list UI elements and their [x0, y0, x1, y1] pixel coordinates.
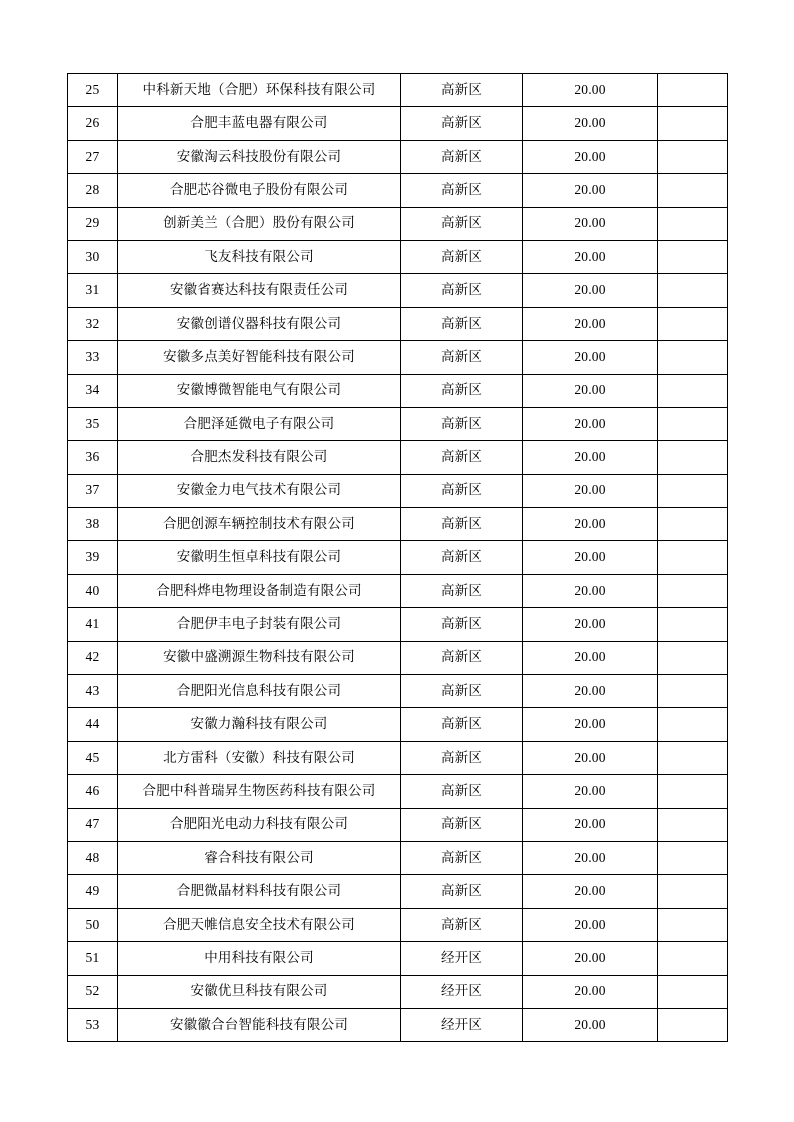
cell-remarks [658, 708, 728, 741]
cell-company-name: 安徽多点美好智能科技有限公司 [118, 341, 401, 374]
table-row [68, 541, 728, 574]
cell-company-name: 安徽金力电气技术有限公司 [118, 474, 401, 507]
cell-district: 高新区 [401, 307, 523, 340]
cell-serial-number: 25 [68, 74, 118, 107]
table-row [68, 875, 728, 908]
cell-remarks [658, 808, 728, 841]
cell-company-name: 安徽徽合台智能科技有限公司 [118, 1008, 401, 1041]
cell-district: 高新区 [401, 508, 523, 541]
cell-remarks [658, 741, 728, 774]
cell-district: 高新区 [401, 875, 523, 908]
cell-district: 经开区 [401, 1008, 523, 1041]
cell-district: 高新区 [401, 641, 523, 674]
cell-remarks [658, 274, 728, 307]
cell-subsidy-amount: 20.00 [523, 808, 658, 841]
cell-serial-number: 45 [68, 741, 118, 774]
cell-company-name: 创新美兰（合肥）股份有限公司 [118, 207, 401, 240]
cell-subsidy-amount: 20.00 [523, 140, 658, 173]
cell-company-name: 合肥科烨电物理设备制造有限公司 [118, 574, 401, 607]
cell-company-name: 合肥泽延微电子有限公司 [118, 407, 401, 440]
cell-district: 高新区 [401, 74, 523, 107]
cell-company-name: 合肥杰发科技有限公司 [118, 441, 401, 474]
cell-serial-number: 44 [68, 708, 118, 741]
cell-subsidy-amount: 20.00 [523, 207, 658, 240]
cell-serial-number: 29 [68, 207, 118, 240]
cell-serial-number: 27 [68, 140, 118, 173]
cell-serial-number: 42 [68, 641, 118, 674]
table-row [68, 942, 728, 975]
cell-serial-number: 35 [68, 407, 118, 440]
cell-subsidy-amount: 20.00 [523, 374, 658, 407]
cell-remarks [658, 942, 728, 975]
cell-district: 高新区 [401, 808, 523, 841]
cell-remarks [658, 975, 728, 1008]
cell-serial-number: 53 [68, 1008, 118, 1041]
table-row [68, 307, 728, 340]
cell-remarks [658, 474, 728, 507]
cell-subsidy-amount: 20.00 [523, 1008, 658, 1041]
cell-remarks [658, 240, 728, 273]
cell-subsidy-amount: 20.00 [523, 574, 658, 607]
table-row [68, 808, 728, 841]
cell-serial-number: 30 [68, 240, 118, 273]
cell-serial-number: 34 [68, 374, 118, 407]
cell-company-name: 安徽力瀚科技有限公司 [118, 708, 401, 741]
cell-remarks [658, 908, 728, 941]
cell-district: 高新区 [401, 741, 523, 774]
cell-subsidy-amount: 20.00 [523, 841, 658, 874]
cell-serial-number: 33 [68, 341, 118, 374]
cell-subsidy-amount: 20.00 [523, 541, 658, 574]
cell-serial-number: 39 [68, 541, 118, 574]
cell-remarks [658, 407, 728, 440]
cell-serial-number: 41 [68, 608, 118, 641]
cell-remarks [658, 341, 728, 374]
cell-subsidy-amount: 20.00 [523, 107, 658, 140]
table-row [68, 207, 728, 240]
cell-serial-number: 40 [68, 574, 118, 607]
cell-district: 高新区 [401, 608, 523, 641]
cell-subsidy-amount: 20.00 [523, 675, 658, 708]
cell-subsidy-amount: 20.00 [523, 240, 658, 273]
cell-serial-number: 46 [68, 775, 118, 808]
cell-serial-number: 32 [68, 307, 118, 340]
cell-serial-number: 47 [68, 808, 118, 841]
table-row [68, 975, 728, 1008]
table-row [68, 274, 728, 307]
table-row [68, 1008, 728, 1041]
table-row [68, 508, 728, 541]
table-row [68, 74, 728, 107]
cell-district: 经开区 [401, 975, 523, 1008]
cell-company-name: 合肥阳光电动力科技有限公司 [118, 808, 401, 841]
cell-remarks [658, 74, 728, 107]
table-row [68, 708, 728, 741]
cell-district: 高新区 [401, 274, 523, 307]
cell-serial-number: 36 [68, 441, 118, 474]
cell-district: 高新区 [401, 107, 523, 140]
cell-serial-number: 48 [68, 841, 118, 874]
cell-district: 高新区 [401, 140, 523, 173]
cell-company-name: 安徽淘云科技股份有限公司 [118, 140, 401, 173]
cell-serial-number: 49 [68, 875, 118, 908]
cell-remarks [658, 775, 728, 808]
cell-remarks [658, 1008, 728, 1041]
cell-company-name: 合肥阳光信息科技有限公司 [118, 675, 401, 708]
cell-company-name: 合肥伊丰电子封装有限公司 [118, 608, 401, 641]
cell-remarks [658, 174, 728, 207]
cell-subsidy-amount: 20.00 [523, 775, 658, 808]
company-subsidy-table [67, 73, 728, 1042]
cell-subsidy-amount: 20.00 [523, 975, 658, 1008]
cell-remarks [658, 140, 728, 173]
cell-district: 高新区 [401, 908, 523, 941]
cell-remarks [658, 107, 728, 140]
cell-serial-number: 28 [68, 174, 118, 207]
cell-district: 高新区 [401, 174, 523, 207]
table-row [68, 641, 728, 674]
cell-district: 高新区 [401, 441, 523, 474]
cell-remarks [658, 307, 728, 340]
cell-serial-number: 50 [68, 908, 118, 941]
cell-remarks [658, 574, 728, 607]
table-row [68, 107, 728, 140]
cell-company-name: 合肥微晶材料科技有限公司 [118, 875, 401, 908]
table-row [68, 441, 728, 474]
table-row [68, 474, 728, 507]
cell-subsidy-amount: 20.00 [523, 908, 658, 941]
cell-subsidy-amount: 20.00 [523, 641, 658, 674]
table-row [68, 574, 728, 607]
cell-remarks [658, 841, 728, 874]
cell-serial-number: 37 [68, 474, 118, 507]
cell-company-name: 安徽省赛达科技有限责任公司 [118, 274, 401, 307]
cell-remarks [658, 641, 728, 674]
table-row [68, 675, 728, 708]
cell-serial-number: 52 [68, 975, 118, 1008]
cell-district: 高新区 [401, 708, 523, 741]
cell-subsidy-amount: 20.00 [523, 608, 658, 641]
cell-remarks [658, 441, 728, 474]
cell-company-name: 安徽明生恒卓科技有限公司 [118, 541, 401, 574]
table-body [68, 74, 728, 1042]
table-row [68, 775, 728, 808]
cell-remarks [658, 875, 728, 908]
cell-remarks [658, 374, 728, 407]
table-row [68, 407, 728, 440]
cell-district: 高新区 [401, 474, 523, 507]
table-row [68, 341, 728, 374]
cell-subsidy-amount: 20.00 [523, 341, 658, 374]
table-row [68, 140, 728, 173]
cell-company-name: 合肥中科普瑞昇生物医药科技有限公司 [118, 775, 401, 808]
cell-company-name: 合肥丰蓝电器有限公司 [118, 107, 401, 140]
cell-remarks [658, 508, 728, 541]
cell-company-name: 安徽优旦科技有限公司 [118, 975, 401, 1008]
cell-district: 高新区 [401, 374, 523, 407]
cell-remarks [658, 541, 728, 574]
cell-subsidy-amount: 20.00 [523, 441, 658, 474]
table-row [68, 608, 728, 641]
table-row [68, 741, 728, 774]
table-row [68, 908, 728, 941]
cell-district: 高新区 [401, 775, 523, 808]
cell-district: 经开区 [401, 942, 523, 975]
cell-subsidy-amount: 20.00 [523, 307, 658, 340]
cell-serial-number: 31 [68, 274, 118, 307]
cell-subsidy-amount: 20.00 [523, 741, 658, 774]
cell-company-name: 北方雷科（安徽）科技有限公司 [118, 741, 401, 774]
cell-district: 高新区 [401, 841, 523, 874]
cell-remarks [658, 207, 728, 240]
cell-district: 高新区 [401, 240, 523, 273]
cell-subsidy-amount: 20.00 [523, 708, 658, 741]
cell-company-name: 合肥天帷信息安全技术有限公司 [118, 908, 401, 941]
cell-district: 高新区 [401, 574, 523, 607]
cell-district: 高新区 [401, 407, 523, 440]
cell-subsidy-amount: 20.00 [523, 274, 658, 307]
cell-serial-number: 26 [68, 107, 118, 140]
cell-company-name: 合肥创源车辆控制技术有限公司 [118, 508, 401, 541]
cell-remarks [658, 608, 728, 641]
cell-remarks [658, 675, 728, 708]
cell-subsidy-amount: 20.00 [523, 174, 658, 207]
table-row [68, 841, 728, 874]
cell-company-name: 安徽中盛溯源生物科技有限公司 [118, 641, 401, 674]
table-row [68, 374, 728, 407]
cell-subsidy-amount: 20.00 [523, 74, 658, 107]
cell-subsidy-amount: 20.00 [523, 474, 658, 507]
cell-serial-number: 43 [68, 675, 118, 708]
cell-serial-number: 38 [68, 508, 118, 541]
cell-company-name: 飞友科技有限公司 [118, 240, 401, 273]
cell-district: 高新区 [401, 207, 523, 240]
cell-company-name: 中用科技有限公司 [118, 942, 401, 975]
cell-subsidy-amount: 20.00 [523, 875, 658, 908]
table-row [68, 240, 728, 273]
cell-company-name: 合肥芯谷微电子股份有限公司 [118, 174, 401, 207]
cell-district: 高新区 [401, 541, 523, 574]
cell-company-name: 安徽创谱仪器科技有限公司 [118, 307, 401, 340]
cell-subsidy-amount: 20.00 [523, 508, 658, 541]
cell-district: 高新区 [401, 341, 523, 374]
table-row [68, 174, 728, 207]
cell-subsidy-amount: 20.00 [523, 942, 658, 975]
cell-serial-number: 51 [68, 942, 118, 975]
cell-district: 高新区 [401, 675, 523, 708]
cell-company-name: 中科新天地（合肥）环保科技有限公司 [118, 74, 401, 107]
cell-subsidy-amount: 20.00 [523, 407, 658, 440]
cell-company-name: 安徽博微智能电气有限公司 [118, 374, 401, 407]
cell-company-name: 睿合科技有限公司 [118, 841, 401, 874]
